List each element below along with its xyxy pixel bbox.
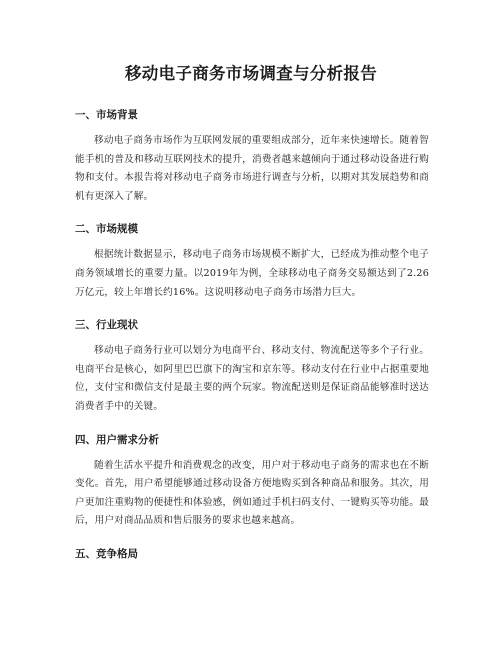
- section-heading: 五、竞争格局: [75, 547, 138, 560]
- section-market-size: [73, 221, 429, 302]
- section-paragraph: 移动电子商务市场作为互联网发展的重要组成部分，近年来快速增长。随着智能手机的普及和移动互联网技术的提升，消费者越来越倾向于通过移动设备进行购物和支付。本报告将对移动电子商务市场进行调查与分析，以期对其发展趋势和商机有更深入了解。: [75, 135, 429, 202]
- section-heading: 三、行业现状: [75, 319, 138, 332]
- section-paragraph: 随着生活水平提升和消费观念的改变，用户对于移动电子商务的需求也在不断变化。首先，用户希望能够通过移动设备方便地购买到各种商品和服务。其次，用户更加注重购物的便捷性和体验感，例如通过手机扫码支付、一键购买等功能。最后，用户对商品品质和售后服务的要求也越来越高。: [75, 459, 429, 527]
- section-industry-status: [73, 317, 429, 416]
- section-heading: 一、市场背景: [75, 109, 138, 121]
- section-paragraph: 根据统计数据显示，移动电子商务市场规模不断扩大，已经成为推动整个电子商务领域增长的重要力量。以2019年为例，全球移动电子商务交易额达到了2.26万亿元，较上年增长约16%。这说明移动电子商务市场潜力巨大。: [75, 249, 429, 298]
- section-heading: 四、用户需求分析: [75, 433, 159, 446]
- section-user-demand: [73, 432, 429, 531]
- section-heading: 二、市场规模: [75, 223, 138, 236]
- section-paragraph: 移动电子商务行业可以划分为电商平台、移动支付、物流配送等多个子行业。电商平台是核心，如阿里巴巴旗下的淘宝和京东等。移动支付在行业中占据重要地位，支付宝和微信支付是最主要的两个玩家。物流配送则是保证商品能够准时送达消费者手中的关键。: [75, 345, 429, 412]
- document-title: 移动电子商务市场调查与分析报告: [125, 64, 377, 83]
- section-market-background: [73, 107, 429, 206]
- section-competition: [73, 546, 429, 561]
